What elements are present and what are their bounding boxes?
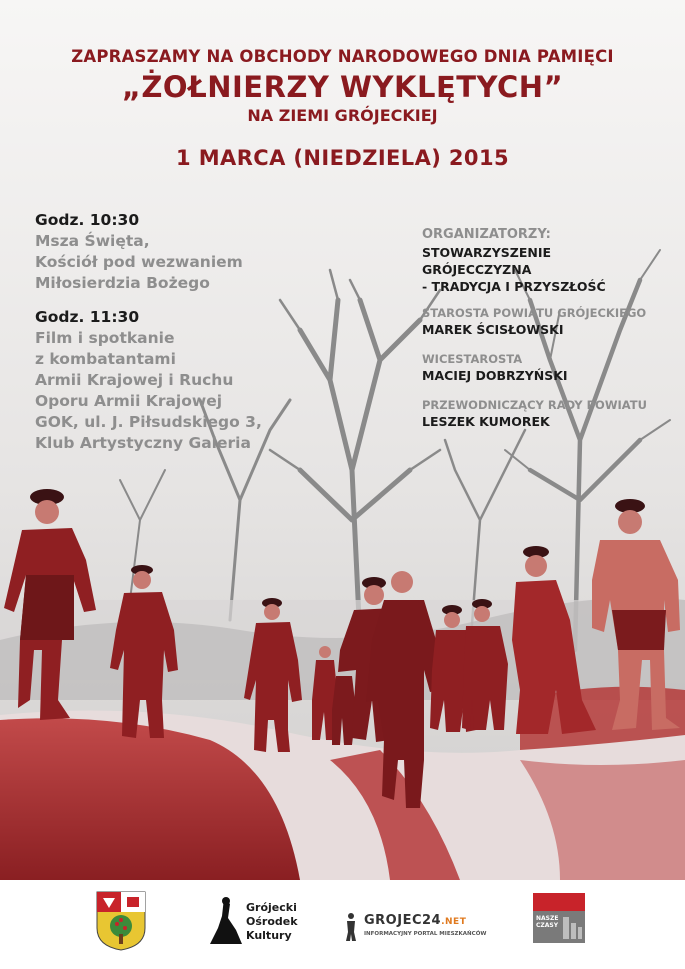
event-date: 1 MARCA (NIEDZIELA) 2015: [176, 146, 509, 170]
organizer-line: STOWARZYSZENIE: [422, 245, 552, 260]
organizer-line: GRÓJECCZYZNA: [422, 262, 532, 277]
official-role: STAROSTA POWIATU GRÓJECKIEGO: [422, 306, 647, 320]
grojec24-suffix: .NET: [441, 917, 467, 927]
official-przewodniczacy: [422, 398, 672, 430]
event-time: Godz. 11:30: [35, 308, 140, 326]
grojec24-name: GROJEC24: [364, 913, 442, 928]
nasze-czasy-text: [536, 915, 558, 929]
official-name: LESZEK KUMOREK: [422, 414, 550, 429]
grojec24-figure-icon: [342, 912, 360, 942]
nasze-czasy-line: CZASY: [536, 922, 559, 929]
gok-line: Kultury: [246, 929, 292, 942]
event-line: Msza Święta,: [35, 232, 150, 250]
event-line: Klub Artystyczny Galeria: [35, 434, 251, 452]
organizer-line: - TRADYCJA I PRZYSZŁOŚĆ: [422, 279, 606, 294]
nasze-czasy-line: NASZE: [536, 915, 559, 922]
event-line: z kombatantami: [35, 350, 176, 368]
grojec24-logo-text: [364, 913, 466, 928]
event-block-meeting: [35, 307, 262, 454]
header-line-1: ZAPRASZAMY NA OBCHODY NARODOWEGO DNIA PAMIĘCI: [71, 47, 614, 66]
official-name: MACIEJ DOBRZYŃSKI: [422, 368, 568, 383]
grojec24-subtitle: INFORMACYJNY PORTAL MIESZKAŃCÓW: [364, 931, 487, 937]
coat-of-arms-logo: [95, 890, 147, 952]
gok-line: Grójecki: [246, 901, 297, 914]
organizers-block: [422, 226, 672, 295]
official-role: PRZEWODNICZĄCY RADY POWIATU: [422, 398, 647, 412]
event-line: Oporu Armii Krajowej: [35, 392, 223, 410]
event-line: Miłosierdzia Bożego: [35, 274, 210, 292]
header-line-3: NA ZIEMI GRÓJECKIEJ: [247, 106, 438, 125]
official-role: WICESTAROSTA: [422, 352, 523, 366]
official-starosta: [422, 306, 672, 338]
header-title: „ŻOŁNIERZY WYKLĘTYCH”: [121, 70, 564, 104]
organizers-label: ORGANIZATORZY:: [422, 227, 551, 242]
event-line: Kościół pod wezwaniem: [35, 253, 243, 271]
event-line: Armii Krajowej i Ruchu: [35, 371, 234, 389]
event-line: GOK, ul. J. Piłsudskiego 3,: [35, 413, 262, 431]
gok-line: Ośrodek: [246, 915, 298, 928]
official-wicestarosta: [422, 352, 672, 384]
event-block-mass: [35, 210, 243, 294]
gok-logo-text: [246, 901, 298, 943]
event-time: Godz. 10:30: [35, 211, 140, 229]
gok-figure-logo: [208, 896, 244, 946]
event-line: Film i spotkanie: [35, 329, 175, 347]
official-name: MAREK ŚCISŁOWSKI: [422, 322, 564, 337]
